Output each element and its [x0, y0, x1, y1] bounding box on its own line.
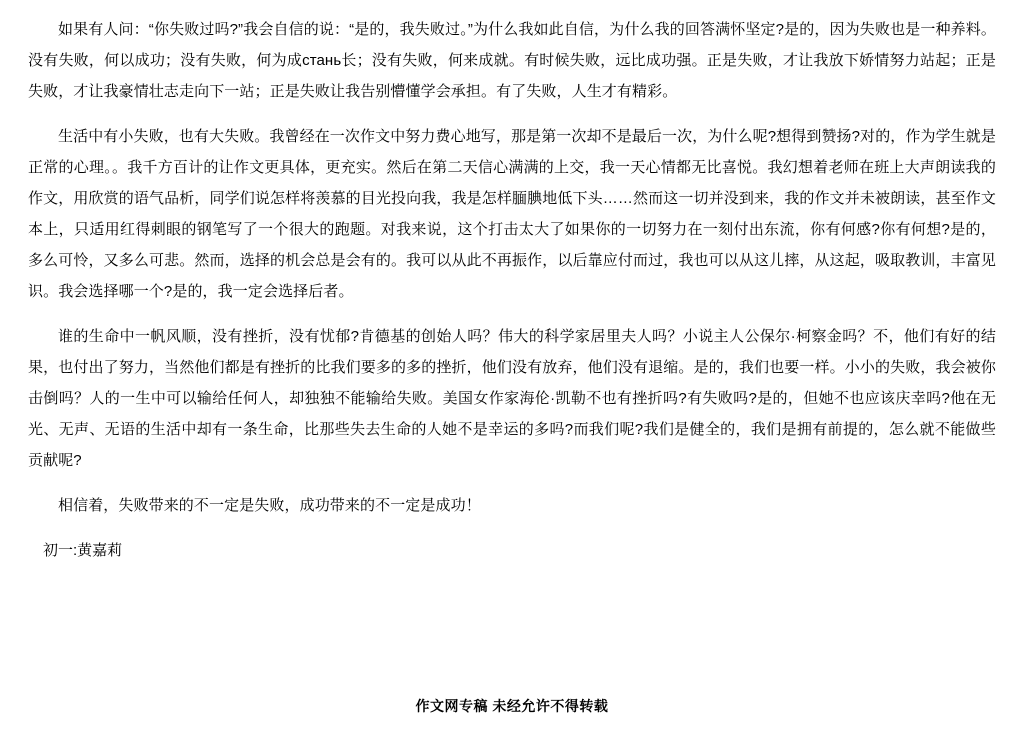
author-signature: 初一:黄嘉莉 [43, 542, 123, 559]
paragraph-3: 谁的生命中一帆风顺，没有挫折，没有忧郁?肯德基的创始人吗？伟大的科学家居里夫人吗？小说主人公保尔·柯察金吗？不，他们有好的结果，也付出了努力，当然他们都是有挫折的比我们要多的多的挫折，他们没有放弃，他们没有退缩。是的，我们也要一样。小小的失败，我会被你击倒吗？人的一生中可以输给任何人，却独独不能输给失败。美国女作家海伦·凯勒不也有挫折吗?有失败吗?是的，但她不也应该庆幸吗?他在无光、无声、无语的生活中却有一条生命，比那些失去生命的人她不是幸运的多吗?而我们呢?我们是健全的，我们是拥有前提的，怎么就不能做些贡献呢? [28, 328, 996, 469]
footer-notice: 作文网专稿 未经允许不得转载 [415, 698, 609, 714]
paragraph-1: 如果有人问：“你失败过吗?”我会自信的说：“是的，我失败过。”为什么我如此自信，为什么我的回答满怀坚定?是的，因为失败也是一种养料。没有失败，何以成功；没有失败，何为成стань长；没有失败，何来成就。有时候失败，远比成功强。正是失败，才让我放下娇情努力站起；正是失败，才让我豪情壮志走向下一站；正是失败让我告别懵懂学会承担。有了失败，人生才有精彩。 [28, 21, 996, 100]
paragraph-2: 生活中有小失败，也有大失败。我曾经在一次作文中努力费心地写，那是第一次却不是最后一次，为什么呢?想得到赞扬?对的，作为学生就是正常的心理。。我千方百计的让作文更具体，更充实。然后在第二天信心满满的上交，我一天心情都无比喜悦。我幻想着老师在班上大声朗读我的作文，用欣赏的语气品析，同学们说怎样将羡慕的目光投向我，我是怎样腼腆地低下头……然而这一切并没到来，我的作文并未被朗读，甚至作文本上，只适用红得刺眼的钢笔写了一个很大的跑题。对我来说，这个打击太大了如果你的一切努力在一刻付出东流，你有何感?你有何想?是的，多么可怜，又多么可悲。然而，选择的机会总是会有的。我可以从此不再振作，以后靠应付而过，我也可以从这儿摔，从这起，吸取教训，丰富见识。我会选择哪一个?是的，我一定会选择后者。 [28, 128, 996, 300]
paragraph-4: 相信着，失败带来的不一定是失败，成功带来的不一定是成功！ [58, 497, 481, 514]
